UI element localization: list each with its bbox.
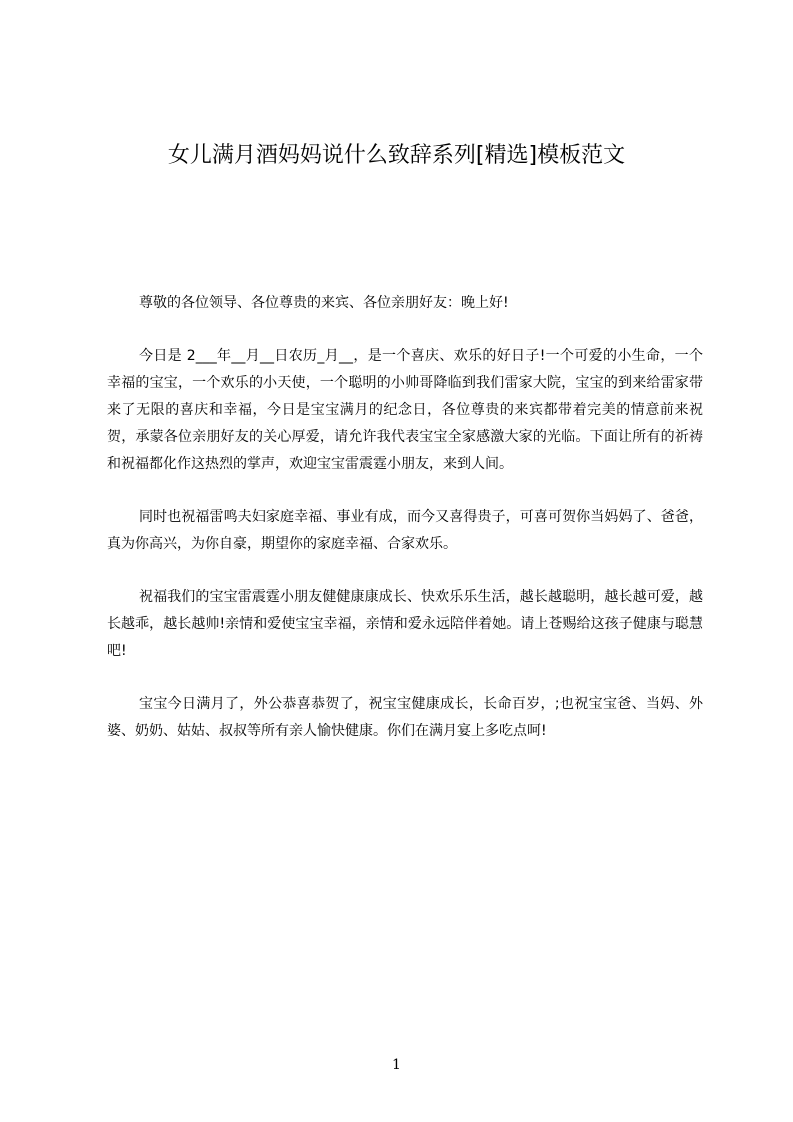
document-body <box>107 290 703 771</box>
paragraph-greeting: 尊敬的各位领导、各位尊贵的来宾、各位亲朋好友：晚上好! <box>139 295 509 311</box>
paragraph-welcome: 今日是 2___年__月__日农历_月__，是一个喜庆、欢乐的好日子!一个可爱的小生命，一个幸福的宝宝，一个欢乐的小天使，一个聪明的小帅哥降临到我们雷家大院，宝宝的到来给雷家带来了无限的喜庆和幸福，今日是宝宝满月的纪念日，各位尊贵的来宾都带着完美的情意前来祝贺，承蒙各位亲朋好友的关心厚爱，请允许我代表宝宝全家感激大家的光临。下面让所有的祈祷和祝福都化作这热烈的掌声，欢迎宝宝雷震霆小朋友，来到人间。 <box>107 348 703 472</box>
document-title: 女儿满月酒妈妈说什么致辞系列[精选]模板范文 <box>167 143 626 168</box>
page-number: 1 <box>392 1057 401 1073</box>
paragraph-closing: 宝宝今日满月了，外公恭喜恭贺了，祝宝宝健康成长，长命百岁，;也祝宝宝爸、当妈、外婆、奶奶、姑姑、叔叔等所有亲人愉快健康。你们在满月宴上多吃点呵! <box>107 696 703 739</box>
paragraph-blessing-baby: 祝福我们的宝宝雷震霆小朋友健健康康成长、快欢乐乐生活，越长越聪明，越长越可爱，越长越乖，越长越帅!亲情和爱使宝宝幸福，亲情和爱永远陪伴着她。请上苍赐给这孩子健康与聪慧吧! <box>107 589 703 659</box>
paragraph-blessing-parents: 同时也祝福雷鸣夫妇家庭幸福、事业有成，而今又喜得贵子，可喜可贺你当妈妈了、爸爸，真为你高兴，为你自豪，期望你的家庭幸福、合家欢乐。 <box>107 509 703 552</box>
